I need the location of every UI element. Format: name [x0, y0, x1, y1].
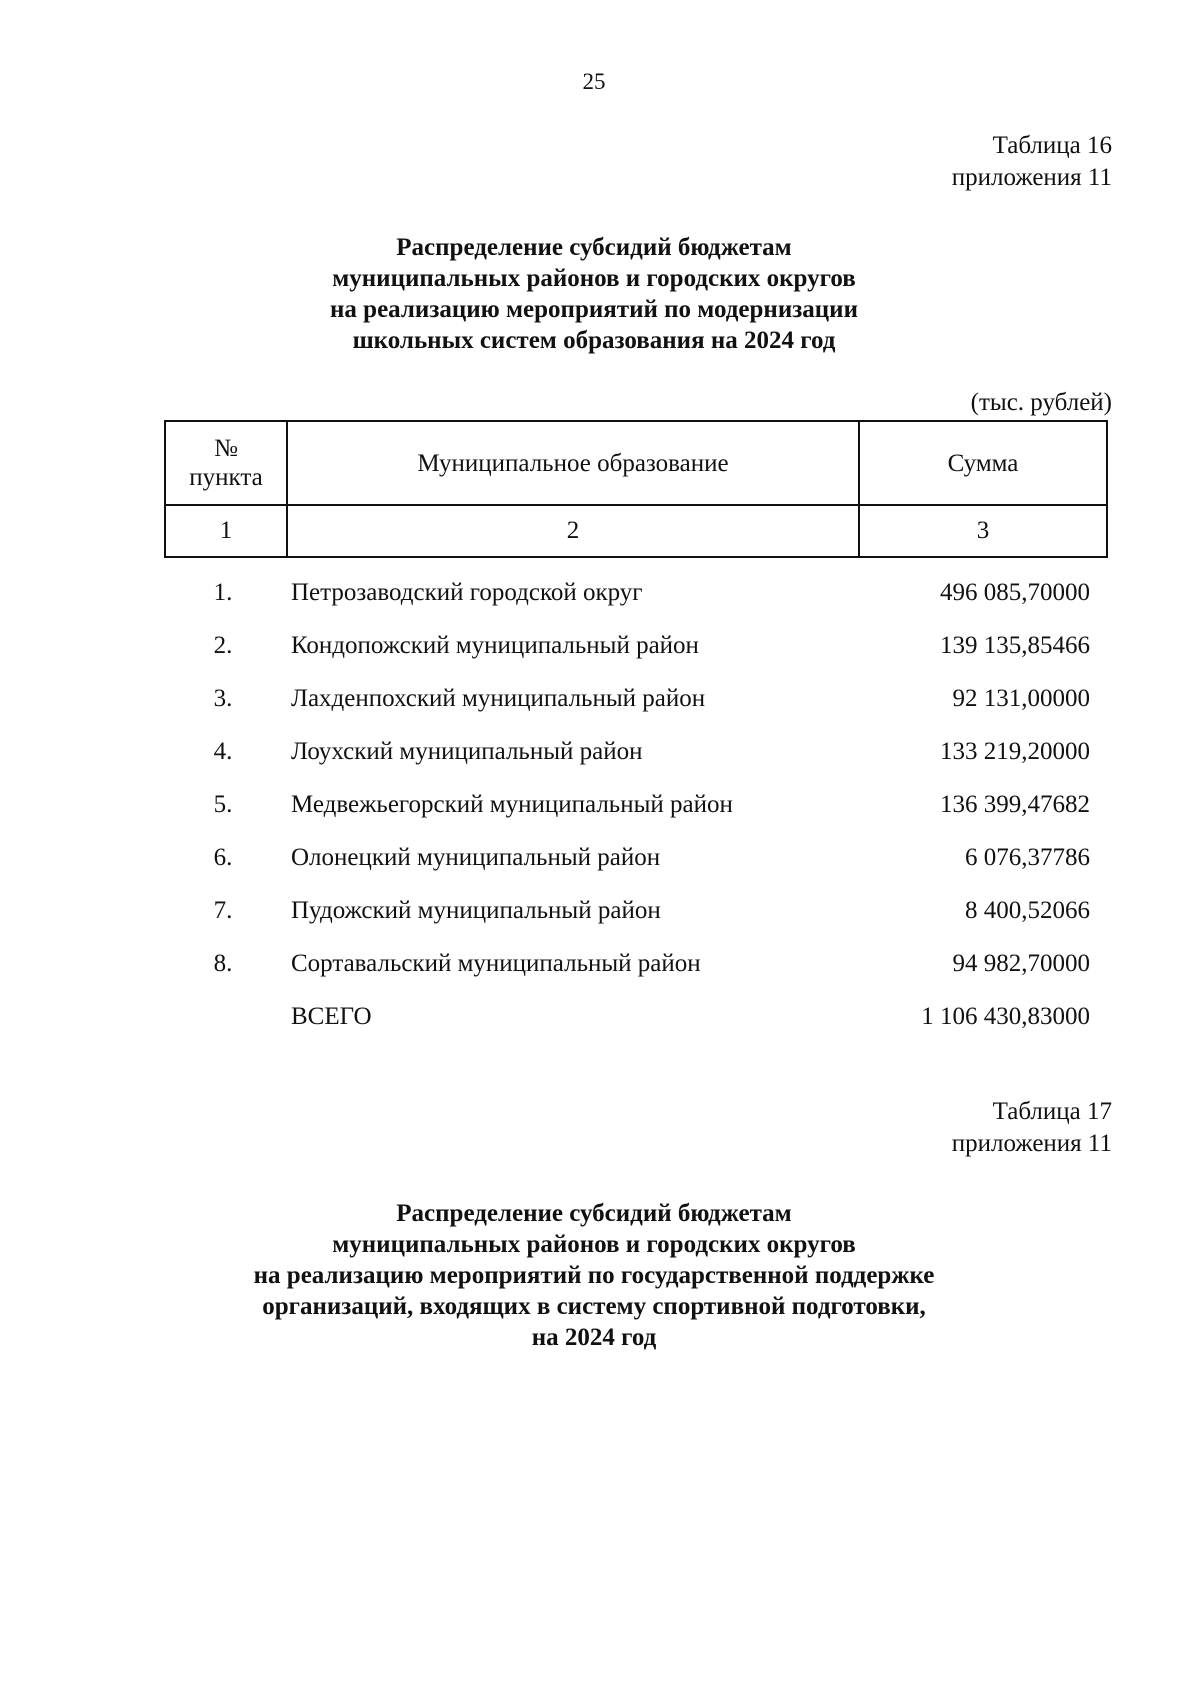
total-row [0, 990, 1200, 1043]
row-number: 5. [213, 791, 233, 818]
table-row [0, 831, 1200, 884]
total-label: ВСЕГО [291, 1003, 372, 1030]
table16-title-line: на реализацию мероприятий по модернизации [330, 296, 858, 323]
header-number-word: пункта [189, 464, 263, 491]
row-number: 3. [213, 685, 233, 712]
table17-title-line: на 2024 год [531, 1324, 657, 1351]
table17-label [952, 1096, 1112, 1160]
table16-label-line1: Таблица 16 [992, 132, 1112, 159]
row-number: 6. [213, 844, 233, 871]
table16-header [164, 420, 1108, 558]
units-label: (тыс. рублей) [970, 389, 1112, 416]
row-amount: 136 399,47682 [940, 791, 1090, 818]
table16-body [0, 566, 1200, 1043]
row-amount: 94 982,70000 [952, 950, 1090, 977]
table-row [0, 937, 1200, 990]
table-row [0, 725, 1200, 778]
header-col-index-1: 1 [165, 505, 287, 557]
row-municipality: Олонецкий муниципальный район [291, 844, 661, 871]
row-municipality: Медвежьегорский муниципальный район [291, 791, 733, 818]
table17-label-line2: приложения 11 [951, 1130, 1112, 1157]
table16-title-line: муниципальных районов и городских округов [332, 265, 856, 292]
table16-title-line: Распределение субсидий бюджетам [396, 234, 792, 261]
table16-title [0, 232, 1188, 356]
table17-title-line: организаций, входящих в систему спортивной подготовки, [262, 1293, 926, 1320]
header-amount-column: Сумма [859, 421, 1107, 505]
row-municipality: Сортавальский муниципальный район [291, 950, 701, 977]
table17-title-line: Распределение субсидий бюджетам [396, 1200, 792, 1227]
row-amount: 139 135,85466 [940, 632, 1090, 659]
table-row [0, 778, 1200, 831]
table-row [0, 672, 1200, 725]
table-row [0, 566, 1200, 619]
row-number: 2. [213, 632, 233, 659]
row-number: 7. [213, 897, 233, 924]
row-number: 4. [213, 738, 233, 765]
header-col-index-3: 3 [859, 505, 1107, 557]
table17-label-line1: Таблица 17 [992, 1098, 1112, 1125]
table16-title-line: школьных систем образования на 2024 год [352, 327, 836, 354]
header-municipality-column: Муниципальное образование [287, 421, 859, 505]
row-amount: 92 131,00000 [952, 685, 1090, 712]
row-amount: 8 400,52066 [965, 897, 1090, 924]
row-number: 1. [213, 579, 233, 606]
header-number-column [165, 421, 287, 505]
table17-title [0, 1198, 1188, 1353]
header-number-sign: № [214, 435, 238, 462]
row-municipality: Пудожский муниципальный район [291, 897, 661, 924]
row-amount: 6 076,37786 [965, 844, 1090, 871]
table16-label-line2: приложения 11 [951, 164, 1112, 191]
table16-label [952, 130, 1112, 194]
page-number: 25 [582, 69, 606, 94]
table17-title-line: на реализацию мероприятий по государственной поддержке [253, 1262, 935, 1289]
row-municipality: Петрозаводский городской округ [291, 579, 643, 606]
row-municipality: Кондопожский муниципальный район [291, 632, 699, 659]
row-amount: 133 219,20000 [940, 738, 1090, 765]
row-municipality: Лахденпохский муниципальный район [291, 685, 706, 712]
table-row [0, 619, 1200, 672]
row-amount: 496 085,70000 [940, 579, 1090, 606]
table-row [0, 884, 1200, 937]
total-amount: 1 106 430,83000 [921, 1003, 1090, 1030]
row-municipality: Лоухский муниципальный район [291, 738, 643, 765]
table17-title-line: муниципальных районов и городских округов [332, 1231, 856, 1258]
header-col-index-2: 2 [287, 505, 859, 557]
row-number: 8. [213, 950, 233, 977]
